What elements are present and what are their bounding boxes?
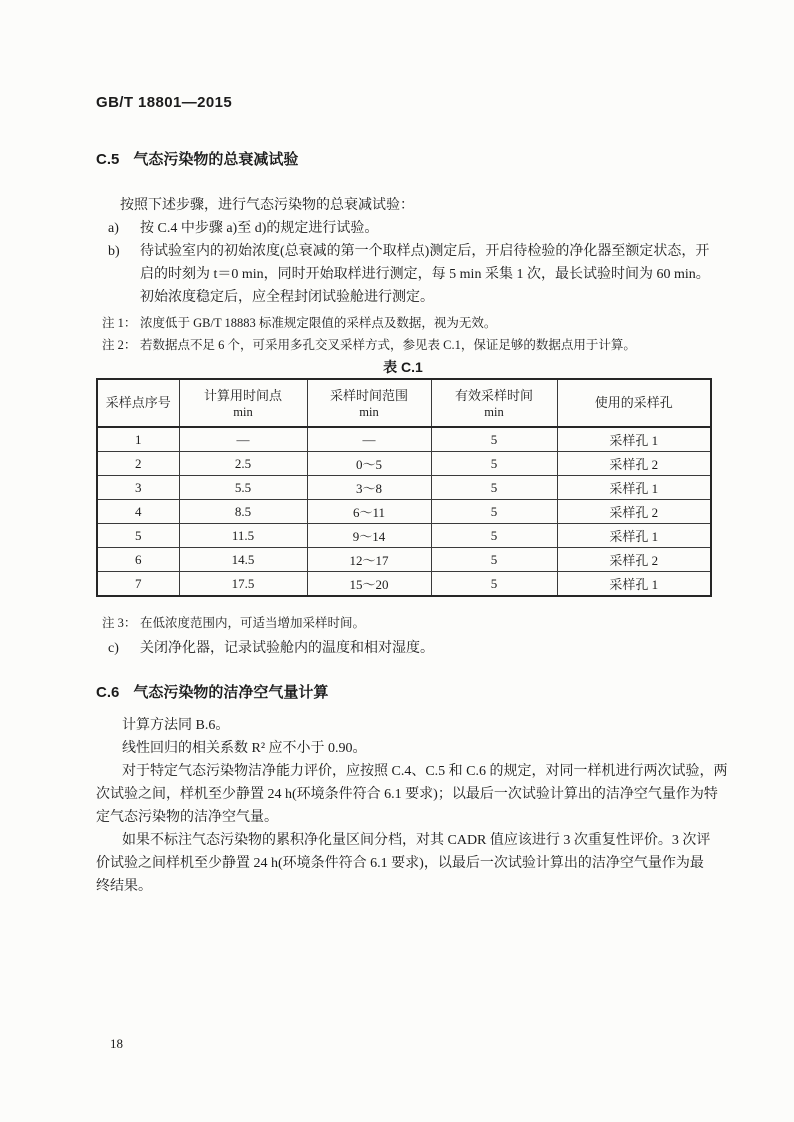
- column-header: 采样时间范围 min: [307, 379, 431, 427]
- text-line: 待试验室内的初始浓度(总衰减的第一个取样点)测定后，开启待检验的净化器至额定状态，开: [140, 244, 710, 259]
- table-cell: 17.5: [179, 572, 307, 597]
- table-cell: 15～20: [307, 572, 431, 597]
- section-c6-heading: [96, 682, 710, 704]
- table-cell: 14.5: [179, 548, 307, 572]
- c6-paragraph-4: [96, 829, 710, 898]
- table-cell: 采样孔 1: [557, 427, 711, 452]
- table-cell: 11.5: [179, 524, 307, 548]
- table-cell: 12～17: [307, 548, 431, 572]
- table-cell: 8.5: [179, 500, 307, 524]
- table-cell: 5: [431, 572, 557, 597]
- list-item-a: [96, 217, 710, 240]
- column-header: 使用的采样孔: [557, 379, 711, 427]
- text-line: 终结果。: [96, 879, 152, 894]
- list-item-a-text: 按 C.4 中步骤 a)至 d)的规定进行试验。: [140, 221, 379, 236]
- table-cell: 5: [431, 427, 557, 452]
- c6-paragraph-3: [96, 760, 728, 829]
- table-row: [97, 427, 711, 452]
- standard-number: GB/T 18801—2015: [96, 94, 233, 111]
- table-cell: 采样孔 1: [557, 476, 711, 500]
- column-header: 采样点序号: [97, 379, 179, 427]
- table-cell: —: [307, 427, 431, 452]
- text-line: 次试验之间，样机至少静置 24 h(环境条件符合 6.1 要求)；以最后一次试验计算出的洁净空气量作为特: [96, 787, 718, 802]
- table-caption: 表 C.1: [383, 359, 423, 375]
- table-cell: 5: [431, 548, 557, 572]
- text-line: 如果不标注气态污染物的累积净化量区间分档，对其 CADR 值应该进行 3 次重复性评价。3 次评: [122, 833, 711, 848]
- note-2-label: 注 2：: [102, 338, 137, 352]
- table-cell: 3～8: [307, 476, 431, 500]
- table-cell: 2: [97, 452, 179, 476]
- table-row: [97, 452, 711, 476]
- note-2: [96, 334, 710, 356]
- list-item-c: [96, 637, 710, 660]
- table-cell: 3: [97, 476, 179, 500]
- section-c6-number: C.6: [96, 684, 120, 701]
- column-header: 计算用时间点 min: [179, 379, 307, 427]
- text-line: 对于特定气态污染物洁净能力评价，应按照 C.4、C.5 和 C.6 的规定，对同一样机进行两次试验，两: [122, 764, 728, 779]
- text-line: 定气态污染物的洁净空气量。: [96, 810, 278, 825]
- table-cell: 5: [431, 476, 557, 500]
- c5-intro-paragraph: 按照下述步骤，进行气态污染物的总衰减试验：: [120, 198, 414, 213]
- table-cell: 5: [431, 524, 557, 548]
- note-1-label: 注 1：: [102, 316, 137, 330]
- table-row: [97, 524, 711, 548]
- section-c5-title: 气态污染物的总衰减试验: [133, 151, 299, 168]
- note-1-text: 浓度低于 GB/T 18883 标准规定限值的采样点及数据，视为无效。: [140, 316, 497, 330]
- table-cell: 9～14: [307, 524, 431, 548]
- column-header: 有效采样时间 min: [431, 379, 557, 427]
- unit-label: min: [233, 404, 253, 419]
- table-cell: 5: [431, 452, 557, 476]
- c6-paragraph-1: 计算方法同 B.6。: [122, 718, 230, 733]
- section-c5-heading: [96, 149, 710, 171]
- table-cell: 6: [97, 548, 179, 572]
- table-cell: 4: [97, 500, 179, 524]
- c6-paragraph-2: 线性回归的相关系数 R² 应不小于 0.90。: [122, 741, 367, 756]
- table-cell: 采样孔 1: [557, 524, 711, 548]
- note-2-text: 若数据点不足 6 个，可采用多孔交叉采样方式，参见表 C.1，保证足够的数据点用于计算。: [140, 338, 636, 352]
- list-item-b: [96, 240, 710, 309]
- list-item-c-text: 关闭净化器，记录试验舱内的温度和相对湿度。: [140, 641, 434, 656]
- list-item-a-label: a): [108, 221, 119, 236]
- table-row: [97, 476, 711, 500]
- note-3: [96, 612, 710, 634]
- table-cell: 采样孔 1: [557, 572, 711, 597]
- table-row: [97, 572, 711, 597]
- list-item-b-text: [140, 240, 710, 309]
- unit-label: min: [359, 404, 379, 419]
- list-item-c-label: c): [108, 641, 119, 656]
- table-cell: 5: [431, 500, 557, 524]
- table-cell: 7: [97, 572, 179, 597]
- table-cell: 6～11: [307, 500, 431, 524]
- table-cell: 5.5: [179, 476, 307, 500]
- text-line: 启的时刻为 t＝0 min，同时开始取样进行测定，每 5 min 采集 1 次，最长试验时间为 60 min。: [140, 267, 710, 282]
- unit-label: min: [484, 404, 504, 419]
- table-cell: 采样孔 2: [557, 548, 711, 572]
- text-line: 价试验之间样机至少静置 24 h(环境条件符合 6.1 要求)，以最后一次试验计算出的洁净空气量作为最: [96, 856, 704, 871]
- table-c1: [96, 378, 712, 597]
- note-3-label: 注 3：: [102, 616, 137, 630]
- section-c6-title: 气态污染物的洁净空气量计算: [133, 684, 329, 701]
- table-cell: 5: [97, 524, 179, 548]
- text-line: 初始浓度稳定后，应全程封闭试验舱进行测定。: [140, 290, 434, 305]
- table-row: [97, 548, 711, 572]
- note-1: [96, 312, 710, 334]
- table-cell: 1: [97, 427, 179, 452]
- list-item-b-label: b): [108, 244, 120, 259]
- section-c5-number: C.5: [96, 151, 120, 168]
- table-cell: —: [179, 427, 307, 452]
- table-row: [97, 500, 711, 524]
- note-3-text: 在低浓度范围内，可适当增加采样时间。: [140, 616, 366, 630]
- table-cell: 0～5: [307, 452, 431, 476]
- table-cell: 采样孔 2: [557, 500, 711, 524]
- table-cell: 采样孔 2: [557, 452, 711, 476]
- table-header-row: [97, 379, 711, 427]
- table-cell: 2.5: [179, 452, 307, 476]
- page-number: 18: [110, 1036, 123, 1051]
